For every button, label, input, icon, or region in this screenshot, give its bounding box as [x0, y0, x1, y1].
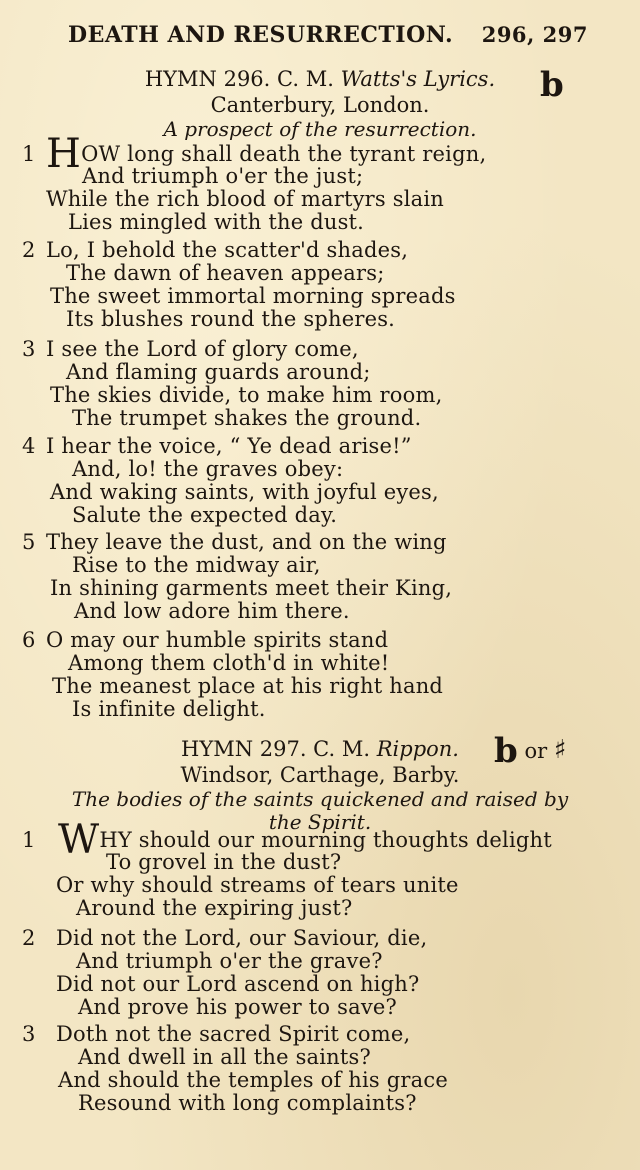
hymn-297-author: Rippon.: [376, 737, 459, 761]
hymn-297-subject-line-2: the Spirit.: [268, 810, 372, 834]
verse-line: While the rich blood of martyrs slain: [46, 187, 445, 211]
key-or-label: or: [524, 739, 548, 763]
verse-line: And waking saints, with joyful eyes,: [50, 480, 439, 504]
verse-number: 3: [22, 337, 36, 361]
verse-line: And prove his power to save?: [78, 995, 398, 1019]
verse-line: Resound with long complaints?: [78, 1091, 417, 1115]
verse-line: HOW long shall death the tyrant reign,: [46, 131, 487, 177]
hymn-296-subject: A prospect of the resurrection.: [163, 117, 477, 141]
verse-line: Or why should streams of tears unite: [56, 873, 459, 897]
verse-line: The meanest place at his right hand: [52, 674, 444, 698]
verse-line: And, lo! the graves obey:: [72, 457, 344, 481]
verse-line: WHY should our mourning thoughts delight: [58, 817, 552, 863]
verse-line: Among them cloth'd in white!: [68, 651, 390, 675]
hymn-296-number: HYMN 296. C. M.: [144, 67, 334, 91]
verse-line: Around the expiring just?: [76, 896, 353, 920]
page-numbers: 296, 297: [481, 22, 588, 47]
verse-number: 1: [22, 828, 36, 852]
hymn-297-tunes: Windsor, Carthage, Barby.: [180, 763, 460, 787]
verse-line: O may our humble spirits stand: [46, 628, 389, 652]
verse-line: Salute the expected day.: [72, 503, 338, 527]
verse-number: 4: [22, 434, 36, 458]
verse-line: In shining garments meet their King,: [50, 576, 453, 600]
verse-line: And low adore him there.: [74, 599, 350, 623]
verse-line: To grovel in the dust?: [106, 850, 342, 874]
hymn-297-key: [494, 731, 567, 771]
verse-line: Is infinite delight.: [72, 697, 266, 721]
verse-line: And should the temples of his grace: [58, 1068, 448, 1092]
verse-line: The trumpet shakes the ground.: [72, 406, 422, 430]
running-header: [68, 22, 588, 56]
drop-cap: W: [58, 817, 100, 863]
verse-line: And triumph o'er the just;: [82, 164, 364, 188]
verse-number: 3: [22, 1022, 36, 1046]
verse-line: Did not the Lord, our Saviour, die,: [56, 926, 428, 950]
verse-line: And triumph o'er the grave?: [76, 949, 383, 973]
verse-number: 5: [22, 530, 36, 554]
verse-line: The skies divide, to make him room,: [50, 383, 443, 407]
verse-line: Rise to the midway air,: [72, 553, 321, 577]
hymn-297-subject-line-1: The bodies of the saints quickened and raised by: [71, 787, 569, 811]
flat-key-icon: b: [494, 731, 518, 771]
verse-line: And dwell in all the saints?: [78, 1045, 371, 1069]
verse-number: 6: [22, 628, 36, 652]
section-title: DEATH AND RESURRECTION.: [68, 22, 454, 48]
hymn-296-author: Watts's Lyrics.: [340, 67, 496, 91]
verse-number: 1: [22, 142, 36, 166]
verse-line: Lies mingled with the dust.: [68, 210, 365, 234]
verse-line: They leave the dust, and on the wing: [46, 530, 447, 554]
verse-line: Lo, I behold the scatter'd shades,: [46, 238, 409, 262]
verse-line: Its blushes round the spheres.: [66, 307, 396, 331]
sharp-key-icon: ♯: [553, 735, 567, 765]
verse-line: The dawn of heaven appears;: [66, 261, 385, 285]
hymn-296-tunes: Canterbury, London.: [210, 93, 430, 117]
hymn-297-number: HYMN 297. C. M.: [181, 737, 371, 761]
verse-line: I see the Lord of glory come,: [46, 337, 359, 361]
verse-number: 2: [22, 926, 36, 950]
verse-number: 2: [22, 238, 36, 262]
verse-line: Did not our Lord ascend on high?: [56, 972, 420, 996]
verse-line: And flaming guards around;: [66, 360, 371, 384]
verse-line: Doth not the sacred Spirit come,: [56, 1022, 411, 1046]
verse-line: The sweet immortal morning spreads: [50, 284, 456, 308]
flat-key-icon: b: [540, 65, 564, 105]
verse-line: I hear the voice, “ Ye dead arise!”: [46, 434, 412, 458]
drop-cap: H: [46, 131, 82, 177]
